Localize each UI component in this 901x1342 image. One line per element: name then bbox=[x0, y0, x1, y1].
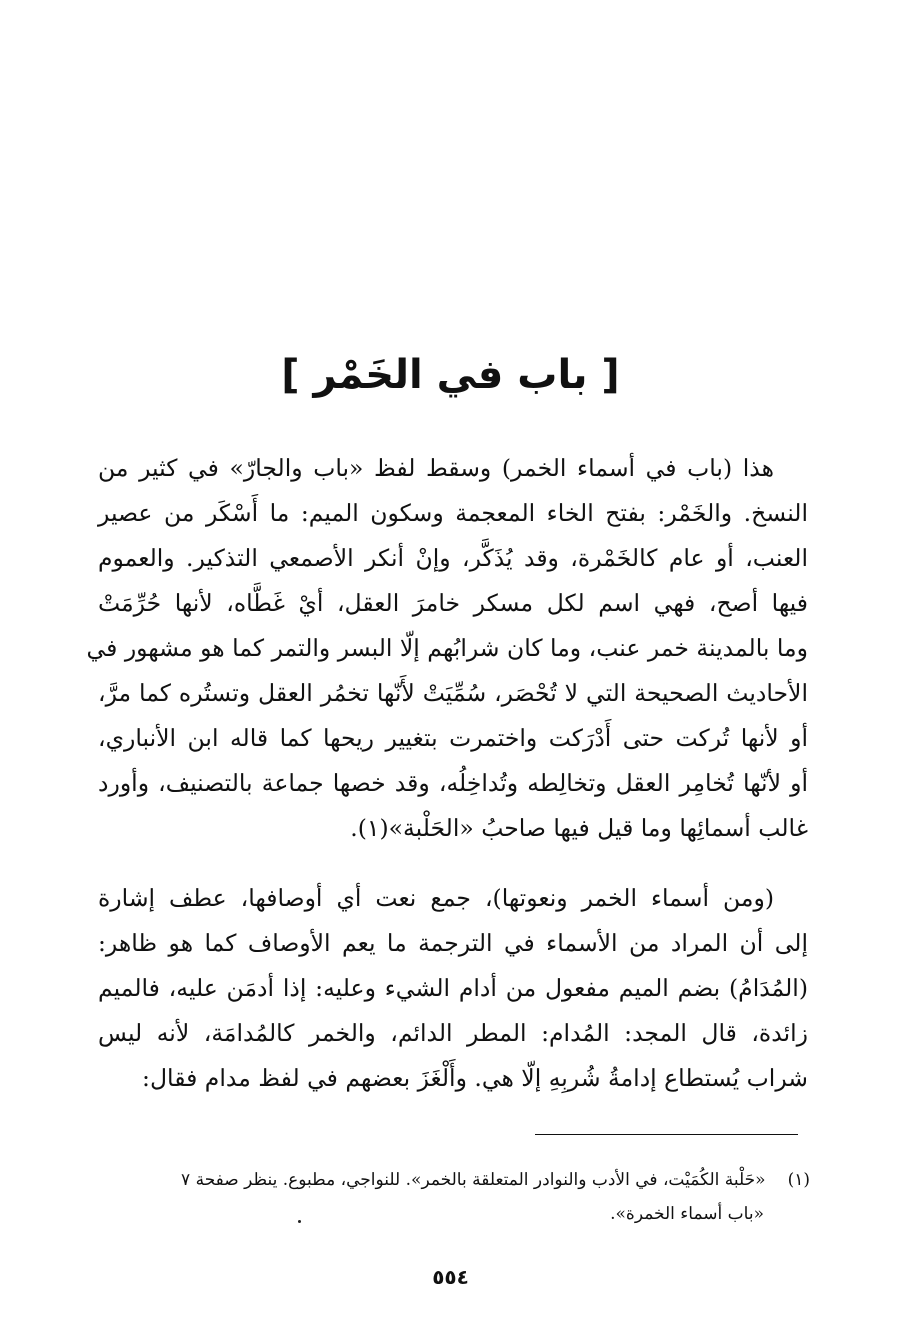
text-line: النسخ. والخَمْر: بفتح الخاء المعجمة وسكون الميم: ما أَسْكَر من عصير bbox=[98, 499, 808, 527]
text-line: العنب، أو عام كالخَمْرة، وقد يُذَكَّر، وإنْ أنكر الأصمعي التذكير. والعموم bbox=[98, 544, 808, 572]
footnote-separator bbox=[535, 1134, 798, 1135]
footnote-continuation: «باب أسماء الخمرة». bbox=[610, 1204, 764, 1224]
text-line: فيها أصح، فهي اسم لكل مسكر خامرَ العقل، أيْ غَطَّاه، لأنها حُرِّمَتْ bbox=[98, 589, 808, 617]
text-line: الأحاديث الصحيحة التي لا تُحْصَر، سُمِّيَتْ لأَنّها تخمُر العقل وتستُره كما مرَّ، bbox=[98, 679, 808, 707]
text-line: أو لأنّها تُخامِر العقل وتخالِطه وتُداخِلُه، وقد خصها جماعة بالتصنيف، وأورد bbox=[98, 769, 808, 797]
text-line: أو لأنها تُركت حتى أَدْرَكت واختمرت بتغيير ريحها كما قاله ابن الأنباري، bbox=[98, 724, 808, 752]
text-line: وما بالمدينة خمر عنب، وما كان شرابُهم إلّا البسر والتمر كما هو مشهور في bbox=[86, 634, 808, 662]
footnote-number: (١) bbox=[787, 1170, 810, 1190]
text-line: (ومن أسماء الخمر ونعوتها)، جمع نعت أي أوصافها، عطف إشارة bbox=[98, 884, 774, 912]
text-line: (المُدَامُ) بضم الميم مفعول من أدام الشيء وعليه: إذا أدمَن عليه، فالميم bbox=[98, 974, 808, 1002]
footnote-1 bbox=[100, 1163, 810, 1197]
text-line: زائدة، قال المجد: المُدام: المطر الدائم، والخمر كالمُدامَة، لأنه ليس bbox=[98, 1019, 808, 1047]
footnote-text: «حَلْبة الكُمَيْت، في الأدب والنوادر المتعلقة بالخمر». للنواجي، مطبوع. ينظر صفحة ٧ bbox=[181, 1170, 766, 1190]
text-line: شراب يُستطاع إدامةُ شُربِهِ إلّا هي. وأَلْغَزَ بعضهم في لفظ مدام فقال: bbox=[142, 1064, 808, 1092]
text-line: هذا (باب في أسماء الخمر) وسقط لفظ «باب والجارّ» في كثير من bbox=[98, 454, 774, 482]
paragraph-2 bbox=[98, 876, 808, 1101]
print-speck bbox=[298, 1220, 301, 1223]
page-number: ٥٥٤ bbox=[432, 1265, 469, 1289]
chapter-title: [ باب في الخَمْر ] bbox=[281, 352, 620, 398]
footnotes bbox=[100, 1163, 810, 1231]
text-line: إلى أن المراد من الأسماء في الترجمة ما يعم الأوصاف كما هو ظاهر: bbox=[98, 929, 808, 957]
text-line: غالب أسمائِها وما قيل فيها صاحبُ «الحَلْبة»(١). bbox=[350, 814, 808, 842]
paragraph-1 bbox=[86, 446, 808, 851]
